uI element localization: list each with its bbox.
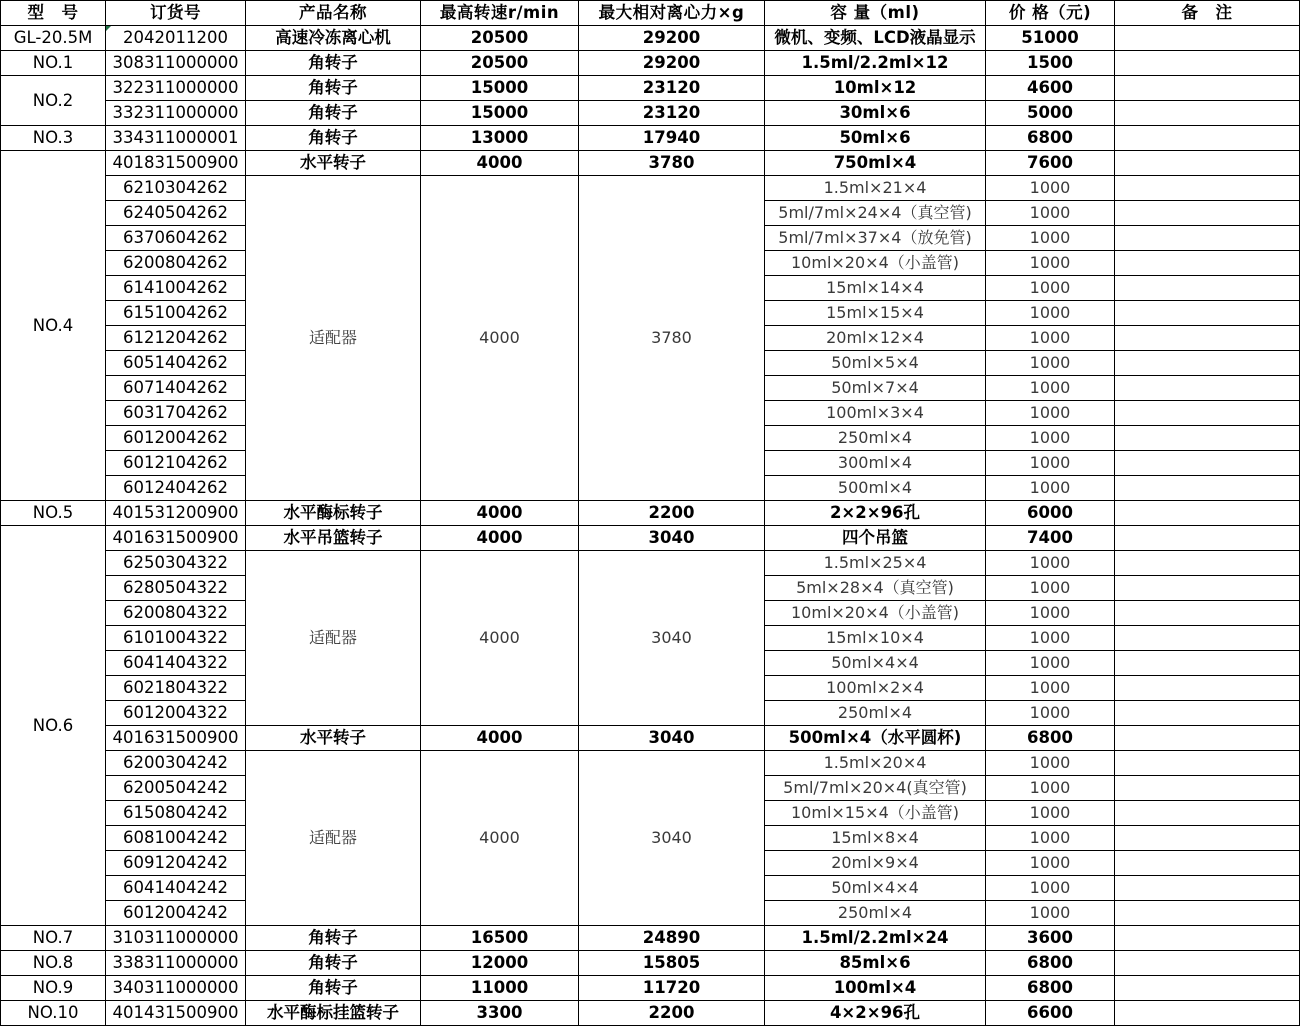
cell-capacity[interactable]: 四个吊篮 (765, 526, 986, 551)
cell-capacity[interactable]: 1.5ml×25×4 (765, 551, 986, 576)
cell-product-name[interactable]: 适配器 (246, 176, 421, 501)
table-row (1, 551, 1300, 576)
table-row (1, 926, 1300, 951)
cell-capacity[interactable]: 100ml×4 (765, 976, 986, 1001)
cell-capacity[interactable]: 10ml×12 (765, 76, 986, 101)
cell-capacity[interactable]: 4×2×96孔 (765, 1001, 986, 1026)
cell-capacity[interactable]: 15ml×10×4 (765, 626, 986, 651)
header-cell-capacity[interactable]: 容 量（ml) (765, 1, 986, 26)
cell-capacity[interactable]: 10ml×15×4（小盖管) (765, 801, 986, 826)
cell-model[interactable]: NO.10 (1, 1001, 106, 1026)
cell-product-name[interactable]: 高速冷冻离心机 (246, 26, 421, 51)
cell-capacity[interactable]: 50ml×6 (765, 126, 986, 151)
cell-order-number[interactable]: 6370604262 (106, 226, 246, 251)
cell-price[interactable]: 7600 (986, 151, 1115, 176)
cell-capacity[interactable]: 100ml×2×4 (765, 676, 986, 701)
cell-order-number[interactable]: 6200304242 (106, 751, 246, 776)
header-cell-max-speed[interactable]: 最高转速r/min (421, 1, 579, 26)
cell-capacity[interactable]: 50ml×5×4 (765, 351, 986, 376)
cell-capacity[interactable]: 10ml×20×4（小盖管) (765, 251, 986, 276)
cell-notes[interactable] (1115, 26, 1300, 51)
cell-model[interactable]: NO.8 (1, 951, 106, 976)
cell-max-speed[interactable]: 20500 (421, 26, 579, 51)
cell-price[interactable]: 1000 (986, 801, 1115, 826)
cell-order-number[interactable]: 334311000001 (106, 126, 246, 151)
cell-product-name[interactable]: 水平酶标挂篮转子 (246, 1001, 421, 1026)
cell-order-number[interactable]: 6141004262 (106, 276, 246, 301)
cell-order-number[interactable]: 6071404262 (106, 376, 246, 401)
cell-notes[interactable] (1115, 301, 1300, 326)
cell-notes[interactable] (1115, 376, 1300, 401)
header-cell-product-name[interactable]: 产品名称 (246, 1, 421, 26)
cell-capacity[interactable]: 250ml×4 (765, 426, 986, 451)
cell-product-name[interactable]: 角转子 (246, 101, 421, 126)
cell-notes[interactable] (1115, 201, 1300, 226)
cell-order-number[interactable]: 6081004242 (106, 826, 246, 851)
cell-product-name[interactable]: 水平吊篮转子 (246, 526, 421, 551)
cell-notes[interactable] (1115, 626, 1300, 651)
cell-notes[interactable] (1115, 226, 1300, 251)
table-row (1, 726, 1300, 751)
table-row (1, 751, 1300, 776)
cell-max-rcf[interactable]: 24890 (579, 926, 765, 951)
table-body (1, 26, 1300, 1026)
cell-capacity[interactable]: 300ml×4 (765, 451, 986, 476)
cell-order-number[interactable]: 6151004262 (106, 301, 246, 326)
cell-model[interactable]: NO.2 (1, 76, 106, 126)
cell-order-number[interactable]: 6031704262 (106, 401, 246, 426)
cell-notes[interactable] (1115, 451, 1300, 476)
cell-model[interactable]: NO.3 (1, 126, 106, 151)
cell-notes[interactable] (1115, 401, 1300, 426)
cell-notes[interactable] (1115, 476, 1300, 501)
cell-order-number[interactable]: 6041404242 (106, 876, 246, 901)
cell-capacity[interactable]: 微机、变频、LCD液晶显示 (765, 26, 986, 51)
cell-price[interactable]: 1000 (986, 551, 1115, 576)
table-row (1, 151, 1300, 176)
cell-notes[interactable] (1115, 601, 1300, 626)
cell-max-rcf[interactable]: 11720 (579, 976, 765, 1001)
cell-price[interactable]: 1000 (986, 376, 1115, 401)
cell-price[interactable]: 1000 (986, 401, 1115, 426)
cell-notes[interactable] (1115, 976, 1300, 1001)
cell-capacity[interactable]: 100ml×3×4 (765, 401, 986, 426)
cell-notes[interactable] (1115, 651, 1300, 676)
cell-capacity[interactable]: 20ml×9×4 (765, 851, 986, 876)
cell-max-rcf[interactable]: 29200 (579, 51, 765, 76)
cell-capacity[interactable]: 10ml×20×4（小盖管) (765, 601, 986, 626)
cell-max-rcf[interactable]: 3780 (579, 151, 765, 176)
cell-model[interactable]: GL-20.5M (1, 26, 106, 51)
cell-product-name[interactable]: 适配器 (246, 751, 421, 926)
cell-product-name[interactable]: 角转子 (246, 126, 421, 151)
cell-capacity[interactable]: 5ml×28×4（真空管) (765, 576, 986, 601)
cell-price[interactable]: 1000 (986, 601, 1115, 626)
cell-product-name[interactable]: 角转子 (246, 951, 421, 976)
cell-price[interactable]: 1000 (986, 651, 1115, 676)
cell-notes[interactable] (1115, 726, 1300, 751)
cell-notes[interactable] (1115, 551, 1300, 576)
cell-order-number[interactable]: 401631500900 (106, 726, 246, 751)
cell-order-number[interactable]: 6200504242 (106, 776, 246, 801)
cell-max-rcf[interactable]: 3040 (579, 551, 765, 726)
cell-price[interactable]: 1000 (986, 626, 1115, 651)
header-row (1, 1, 1300, 26)
cell-product-name[interactable]: 水平酶标转子 (246, 501, 421, 526)
cell-notes[interactable] (1115, 76, 1300, 101)
cell-order-number[interactable]: 6041404322 (106, 651, 246, 676)
cell-order-number[interactable]: 6101004322 (106, 626, 246, 651)
cell-model[interactable]: NO.5 (1, 501, 106, 526)
cell-price[interactable]: 1000 (986, 276, 1115, 301)
table-row (1, 976, 1300, 1001)
cell-product-name[interactable]: 角转子 (246, 926, 421, 951)
cell-price[interactable]: 6600 (986, 1001, 1115, 1026)
cell-price[interactable]: 1000 (986, 901, 1115, 926)
cell-order-number[interactable]: 6012004242 (106, 901, 246, 926)
cell-notes[interactable] (1115, 1001, 1300, 1026)
cell-capacity[interactable]: 20ml×12×4 (765, 326, 986, 351)
cell-max-speed[interactable]: 4000 (421, 551, 579, 726)
cell-capacity[interactable]: 15ml×8×4 (765, 826, 986, 851)
cell-order-number[interactable]: 6021804322 (106, 676, 246, 701)
cell-capacity[interactable]: 50ml×7×4 (765, 376, 986, 401)
cell-notes[interactable] (1115, 126, 1300, 151)
cell-order-number[interactable]: 6121204262 (106, 326, 246, 351)
cell-price[interactable]: 1000 (986, 326, 1115, 351)
cell-price[interactable]: 6800 (986, 126, 1115, 151)
cell-capacity[interactable]: 5ml/7ml×37×4（放免管) (765, 226, 986, 251)
cell-capacity[interactable]: 2×2×96孔 (765, 501, 986, 526)
cell-notes[interactable] (1115, 276, 1300, 301)
cell-order-number[interactable]: 6210304262 (106, 176, 246, 201)
cell-product-name[interactable]: 适配器 (246, 551, 421, 726)
header-cell-order-number[interactable]: 订货号 (106, 1, 246, 26)
cell-price[interactable]: 1000 (986, 351, 1115, 376)
cell-capacity[interactable]: 50ml×4×4 (765, 876, 986, 901)
cell-notes[interactable] (1115, 851, 1300, 876)
cell-price[interactable]: 1000 (986, 251, 1115, 276)
cell-product-name[interactable]: 角转子 (246, 51, 421, 76)
cell-product-name[interactable]: 水平转子 (246, 726, 421, 751)
cell-notes[interactable] (1115, 151, 1300, 176)
cell-price[interactable]: 1000 (986, 826, 1115, 851)
cell-notes[interactable] (1115, 176, 1300, 201)
cell-model[interactable]: NO.6 (1, 526, 106, 926)
cell-capacity[interactable]: 15ml×15×4 (765, 301, 986, 326)
cell-capacity[interactable]: 85ml×6 (765, 951, 986, 976)
cell-capacity[interactable]: 1.5ml×21×4 (765, 176, 986, 201)
table-row (1, 26, 1300, 51)
cell-model[interactable]: NO.4 (1, 151, 106, 501)
cell-max-rcf[interactable]: 2200 (579, 501, 765, 526)
header-cell-price[interactable]: 价 格（元) (986, 1, 1115, 26)
cell-order-number[interactable]: 6012404262 (106, 476, 246, 501)
cell-price[interactable]: 6800 (986, 951, 1115, 976)
cell-notes[interactable] (1115, 501, 1300, 526)
cell-max-rcf[interactable]: 3040 (579, 751, 765, 926)
cell-order-number[interactable]: 6012004322 (106, 701, 246, 726)
cell-model[interactable]: NO.7 (1, 926, 106, 951)
cell-max-speed[interactable]: 4000 (421, 751, 579, 926)
table-row (1, 126, 1300, 151)
cell-notes[interactable] (1115, 901, 1300, 926)
cell-order-number[interactable]: 310311000000 (106, 926, 246, 951)
cell-notes[interactable] (1115, 526, 1300, 551)
cell-order-number[interactable]: 340311000000 (106, 976, 246, 1001)
cell-price[interactable]: 1000 (986, 426, 1115, 451)
cell-model[interactable]: NO.9 (1, 976, 106, 1001)
cell-order-number[interactable]: 401831500900 (106, 151, 246, 176)
cell-max-rcf[interactable]: 23120 (579, 76, 765, 101)
cell-capacity[interactable]: 1.5ml/2.2ml×12 (765, 51, 986, 76)
cell-price[interactable]: 1000 (986, 776, 1115, 801)
cell-max-rcf[interactable]: 3040 (579, 726, 765, 751)
cell-order-number[interactable]: 6200804262 (106, 251, 246, 276)
cell-order-number[interactable]: 308311000000 (106, 51, 246, 76)
cell-order-number[interactable]: 6240504262 (106, 201, 246, 226)
cell-order-number[interactable]: 6091204242 (106, 851, 246, 876)
cell-max-rcf[interactable]: 15805 (579, 951, 765, 976)
cell-price[interactable]: 5000 (986, 101, 1115, 126)
cell-notes[interactable] (1115, 776, 1300, 801)
cell-order-number[interactable]: 322311000000 (106, 76, 246, 101)
cell-max-rcf[interactable]: 3780 (579, 176, 765, 501)
cell-price[interactable]: 6000 (986, 501, 1115, 526)
cell-order-number[interactable]: 6200804322 (106, 601, 246, 626)
cell-price[interactable]: 1000 (986, 301, 1115, 326)
cell-capacity[interactable]: 500ml×4（水平圆杯) (765, 726, 986, 751)
header-cell-notes[interactable]: 备 注 (1115, 1, 1300, 26)
cell-max-speed[interactable]: 20500 (421, 51, 579, 76)
cell-max-speed[interactable]: 4000 (421, 176, 579, 501)
cell-price[interactable]: 1500 (986, 51, 1115, 76)
cell-order-number[interactable]: 401431500900 (106, 1001, 246, 1026)
cell-price[interactable]: 3600 (986, 926, 1115, 951)
cell-max-rcf[interactable]: 29200 (579, 26, 765, 51)
cell-notes[interactable] (1115, 801, 1300, 826)
cell-order-number-text: 2042011200 (123, 28, 228, 47)
cell-price[interactable]: 1000 (986, 451, 1115, 476)
cell-price[interactable]: 1000 (986, 176, 1115, 201)
cell-model[interactable]: NO.1 (1, 51, 106, 76)
cell-order-number[interactable]: 332311000000 (106, 101, 246, 126)
cell-notes[interactable] (1115, 826, 1300, 851)
cell-price[interactable]: 1000 (986, 576, 1115, 601)
cell-order-number[interactable]: 401531200900 (106, 501, 246, 526)
table-row (1, 526, 1300, 551)
cell-capacity[interactable]: 5ml/7ml×24×4（真空管) (765, 201, 986, 226)
cell-price[interactable]: 1000 (986, 476, 1115, 501)
cell-notes[interactable] (1115, 951, 1300, 976)
cell-product-name[interactable]: 角转子 (246, 76, 421, 101)
cell-capacity[interactable]: 5ml/7ml×20×4(真空管) (765, 776, 986, 801)
cell-notes[interactable] (1115, 926, 1300, 951)
cell-max-speed[interactable]: 4000 (421, 151, 579, 176)
cell-capacity[interactable]: 15ml×14×4 (765, 276, 986, 301)
cell-price[interactable]: 51000 (986, 26, 1115, 51)
cell-price[interactable]: 7400 (986, 526, 1115, 551)
cell-price[interactable]: 1000 (986, 751, 1115, 776)
cell-order-number[interactable]: 6051404262 (106, 351, 246, 376)
table-row (1, 101, 1300, 126)
cell-max-speed[interactable]: 11000 (421, 976, 579, 1001)
table-row (1, 176, 1300, 201)
cell-max-speed[interactable]: 4000 (421, 526, 579, 551)
cell-max-speed[interactable]: 4000 (421, 726, 579, 751)
cell-price[interactable]: 6800 (986, 726, 1115, 751)
table-row (1, 501, 1300, 526)
table-row (1, 76, 1300, 101)
cell-order-number[interactable]: 6150804242 (106, 801, 246, 826)
cell-notes[interactable] (1115, 426, 1300, 451)
cell-order-number[interactable]: 338311000000 (106, 951, 246, 976)
cell-notes[interactable] (1115, 251, 1300, 276)
cell-notes[interactable] (1115, 676, 1300, 701)
cell-max-speed[interactable]: 15000 (421, 76, 579, 101)
cell-notes[interactable] (1115, 51, 1300, 76)
cell-notes[interactable] (1115, 576, 1300, 601)
cell-max-rcf[interactable]: 2200 (579, 1001, 765, 1026)
cell-notes[interactable] (1115, 751, 1300, 776)
cell-price[interactable]: 6800 (986, 976, 1115, 1001)
cell-order-number[interactable]: 6012104262 (106, 451, 246, 476)
cell-notes[interactable] (1115, 701, 1300, 726)
cell-capacity[interactable]: 30ml×6 (765, 101, 986, 126)
cell-product-name[interactable]: 水平转子 (246, 151, 421, 176)
cell-max-rcf[interactable]: 23120 (579, 101, 765, 126)
cell-price[interactable]: 1000 (986, 676, 1115, 701)
cell-capacity[interactable]: 500ml×4 (765, 476, 986, 501)
cell-max-speed[interactable]: 15000 (421, 101, 579, 126)
cell-capacity[interactable]: 1.5ml/2.2ml×24 (765, 926, 986, 951)
cell-price[interactable]: 1000 (986, 851, 1115, 876)
cell-price[interactable]: 4600 (986, 76, 1115, 101)
cell-product-name[interactable]: 角转子 (246, 976, 421, 1001)
cell-order-number[interactable]: 6012004262 (106, 426, 246, 451)
cell-order-number[interactable]: 6250304322 (106, 551, 246, 576)
cell-notes[interactable] (1115, 876, 1300, 901)
cell-notes[interactable] (1115, 101, 1300, 126)
cell-max-speed[interactable]: 13000 (421, 126, 579, 151)
cell-max-rcf[interactable]: 17940 (579, 126, 765, 151)
table-row (1, 1001, 1300, 1026)
cell-price[interactable]: 1000 (986, 201, 1115, 226)
cell-order-number[interactable]: 6280504322 (106, 576, 246, 601)
cell-price[interactable]: 1000 (986, 876, 1115, 901)
header-cell-model[interactable]: 型 号 (1, 1, 106, 26)
cell-order-number[interactable] (106, 26, 246, 51)
header-cell-max-rcf[interactable]: 最大相对离心力×g (579, 1, 765, 26)
comment-indicator-icon (106, 26, 113, 33)
cell-notes[interactable] (1115, 326, 1300, 351)
cell-capacity[interactable]: 250ml×4 (765, 901, 986, 926)
cell-max-speed[interactable]: 3300 (421, 1001, 579, 1026)
cell-max-speed[interactable]: 12000 (421, 951, 579, 976)
cell-max-rcf[interactable]: 3040 (579, 526, 765, 551)
cell-max-speed[interactable]: 16500 (421, 926, 579, 951)
table-row (1, 951, 1300, 976)
cell-price[interactable]: 1000 (986, 701, 1115, 726)
cell-max-speed[interactable]: 4000 (421, 501, 579, 526)
cell-capacity[interactable]: 250ml×4 (765, 701, 986, 726)
cell-capacity[interactable]: 1.5ml×20×4 (765, 751, 986, 776)
cell-notes[interactable] (1115, 351, 1300, 376)
cell-price[interactable]: 1000 (986, 226, 1115, 251)
table-row (1, 51, 1300, 76)
cell-capacity[interactable]: 750ml×4 (765, 151, 986, 176)
cell-order-number[interactable]: 401631500900 (106, 526, 246, 551)
cell-capacity[interactable]: 50ml×4×4 (765, 651, 986, 676)
